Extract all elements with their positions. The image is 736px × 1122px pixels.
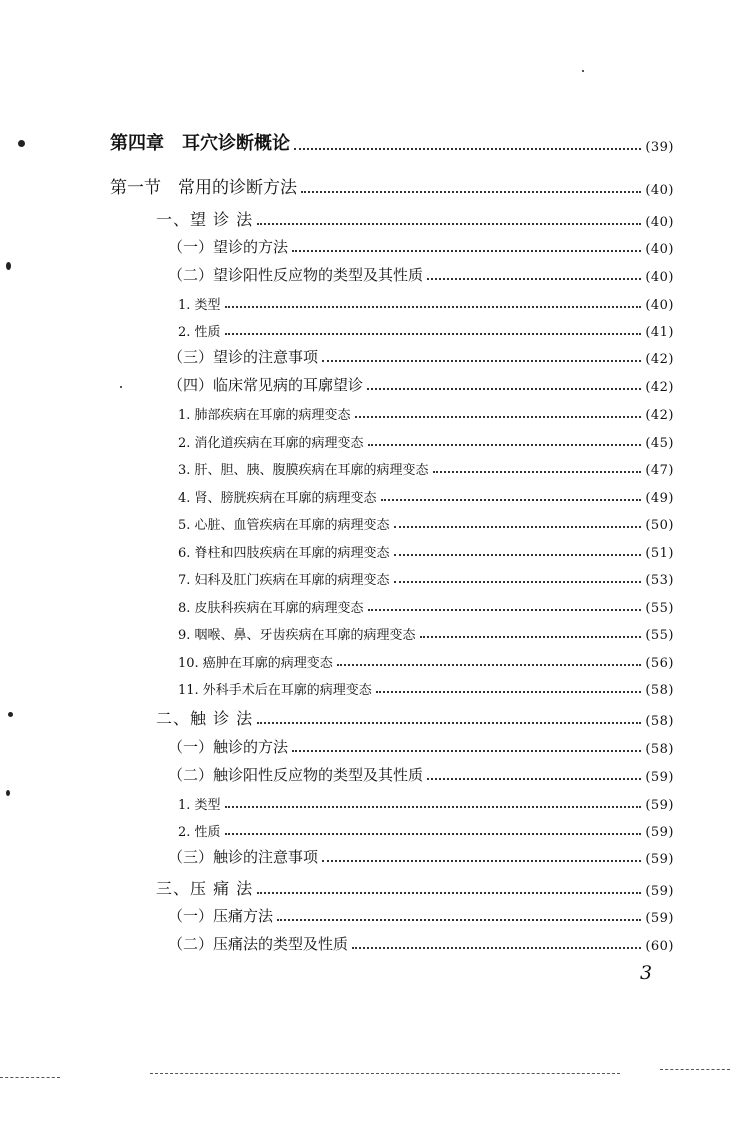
toc-entry-label: 2. 性质	[178, 825, 221, 840]
toc-entry-page: (40)	[645, 298, 674, 313]
toc-entry-label: 4. 肾、膀胱疾病在耳廓的病理变态	[178, 491, 377, 506]
toc-entry-label: 11. 外科手术后在耳廓的病理变态	[178, 683, 372, 698]
toc-entry-subitem[interactable]	[178, 537, 674, 561]
toc-entry-label: 6. 脊柱和四肢疾病在耳廓的病理变态	[178, 546, 390, 561]
toc-entry-subitem[interactable]	[178, 647, 674, 671]
toc-entry-label: （三）望诊的注意事项	[168, 348, 319, 366]
dot-leader	[337, 664, 642, 666]
toc-entry-page: (55)	[645, 628, 674, 643]
scan-rule	[0, 1076, 60, 1078]
toc-entry-label: 第四章 耳穴诊断概论	[110, 133, 290, 154]
dot-leader	[394, 526, 642, 528]
toc-entry-page: (60)	[645, 939, 674, 954]
toc-entry-page: (59)	[645, 798, 674, 813]
toc-entry-label: 1. 类型	[178, 798, 221, 813]
toc-entry-label: 9. 咽喉、鼻、牙齿疾病在耳廓的病理变态	[178, 628, 416, 643]
scan-rule	[150, 1072, 620, 1074]
toc-entry-subsection[interactable]	[156, 875, 674, 899]
dot-leader	[225, 306, 642, 308]
toc-entry-subitem[interactable]	[178, 619, 674, 643]
toc-entry-page: (45)	[645, 436, 674, 451]
toc-entry-item[interactable]	[168, 902, 674, 926]
scan-speck	[6, 262, 11, 270]
dot-leader	[322, 860, 641, 862]
toc-entry-label: 2. 性质	[178, 325, 221, 340]
toc-entry-subitem[interactable]	[178, 454, 674, 478]
toc-entry-subitem[interactable]	[178, 316, 674, 340]
dot-leader	[257, 223, 641, 225]
toc-entry-page: (42)	[645, 352, 674, 367]
toc-entry-subitem[interactable]	[178, 399, 674, 423]
toc-entry-label: （二）触诊阳性反应物的类型及其性质	[168, 766, 424, 784]
dot-leader	[257, 722, 641, 724]
dot-leader	[292, 250, 641, 252]
toc-entry-page: (59)	[645, 884, 674, 899]
toc-entry-item[interactable]	[168, 261, 674, 285]
toc-entry-item[interactable]	[168, 733, 674, 757]
toc-entry-label: 2. 消化道疾病在耳廓的病理变态	[178, 436, 364, 451]
toc-entry-label: （二）望诊阳性反应物的类型及其性质	[168, 266, 424, 284]
dot-leader	[322, 360, 641, 362]
toc-entry-item[interactable]	[168, 930, 674, 954]
toc-entry-section[interactable]	[110, 174, 674, 198]
dot-leader	[294, 148, 641, 150]
toc-entry-page: (59)	[645, 852, 674, 867]
toc-entry-label: 二、触 诊 法	[156, 709, 254, 728]
dot-leader	[433, 471, 642, 473]
dot-leader	[355, 416, 642, 418]
toc-entry-page: (58)	[645, 742, 674, 757]
toc-entry-page: (58)	[645, 714, 674, 729]
toc-entry-page: (51)	[645, 546, 674, 561]
toc-entry-subitem[interactable]	[178, 482, 674, 506]
toc-entry-label: 5. 心脏、血管疾病在耳廓的病理变态	[178, 518, 390, 533]
toc-entry-item[interactable]	[168, 233, 674, 257]
toc-entry-page: (59)	[645, 825, 674, 840]
toc-entry-subitem[interactable]	[178, 427, 674, 451]
dot-leader	[394, 581, 642, 583]
dot-leader	[381, 499, 642, 501]
toc-entry-label: 1. 肺部疾病在耳廓的病理变态	[178, 408, 351, 423]
toc-entry-item[interactable]	[168, 761, 674, 785]
toc-entry-label: 一、望 诊 法	[156, 210, 254, 229]
toc-entry-label: 1. 类型	[178, 298, 221, 313]
toc-entry-subitem[interactable]	[178, 674, 674, 698]
toc-entry-page: (40)	[645, 270, 674, 285]
toc-entry-label: 3. 肝、胆、胰、腹膜疾病在耳廓的病理变态	[178, 463, 429, 478]
scan-speck	[8, 712, 13, 717]
toc-entry-label: 7. 妇科及肛门疾病在耳廓的病理变态	[178, 573, 390, 588]
toc-entry-subitem[interactable]	[178, 509, 674, 533]
toc-entry-label: 10. 癌肿在耳廓的病理变态	[178, 656, 333, 671]
toc-entry-page: (59)	[645, 770, 674, 785]
toc-entry-label: （一）压痛方法	[168, 907, 274, 925]
toc-entry-page: (40)	[645, 215, 674, 230]
toc-entry-subitem[interactable]	[178, 789, 674, 813]
toc-entry-label: 三、压 痛 法	[156, 879, 254, 898]
toc-entry-label: （四）临床常见病的耳廓望诊	[168, 376, 364, 394]
toc-entry-page: (58)	[645, 683, 674, 698]
toc-entry-label: （二）压痛法的类型及性质	[168, 935, 349, 953]
toc-entry-page: (59)	[645, 911, 674, 926]
dot-leader	[420, 636, 642, 638]
toc-entry-label: 8. 皮肤科疾病在耳廓的病理变态	[178, 601, 364, 616]
toc-entry-subsection[interactable]	[156, 705, 674, 729]
dot-leader	[277, 919, 641, 921]
dot-leader	[427, 278, 641, 280]
toc-entry-page: (42)	[645, 380, 674, 395]
scan-rule	[660, 1068, 730, 1070]
toc-entry-label: 第一节 常用的诊断方法	[110, 178, 297, 198]
toc-entry-label: （一）触诊的方法	[168, 738, 289, 756]
toc-entry-page: (40)	[645, 183, 674, 198]
toc-entry-page: (56)	[645, 656, 674, 671]
toc-entry-subitem[interactable]	[178, 564, 674, 588]
toc-entry-subitem[interactable]	[178, 816, 674, 840]
toc-entry-label: （三）触诊的注意事项	[168, 848, 319, 866]
dot-leader	[367, 388, 641, 390]
toc-entry-item[interactable]	[168, 843, 674, 867]
toc-entry-item[interactable]	[168, 343, 674, 367]
toc-entry-page: (50)	[645, 518, 674, 533]
dot-leader	[225, 833, 642, 835]
toc-entry-page: (42)	[645, 408, 674, 423]
toc-entry-page: (53)	[645, 573, 674, 588]
toc-entry-page: (41)	[645, 325, 674, 340]
toc-entry-page: (39)	[645, 140, 674, 155]
toc-entry-page: (55)	[645, 601, 674, 616]
dot-leader	[376, 691, 642, 693]
toc-entry-subsection[interactable]	[156, 206, 674, 230]
dot-leader	[352, 947, 641, 949]
toc-entry-page: (49)	[645, 491, 674, 506]
toc-entry-chapter[interactable]	[110, 131, 674, 155]
scan-speck	[582, 70, 584, 72]
dot-leader	[427, 778, 641, 780]
dot-leader	[257, 892, 641, 894]
dot-leader	[368, 444, 642, 446]
toc-entry-label: （一）望诊的方法	[168, 238, 289, 256]
scan-speck	[6, 790, 10, 796]
scan-speck	[18, 140, 25, 147]
toc-entry-page: (40)	[645, 242, 674, 257]
toc-entry-page: (47)	[645, 463, 674, 478]
dot-leader	[292, 750, 641, 752]
scan-speck	[120, 386, 122, 388]
toc-entry-subitem[interactable]	[178, 592, 674, 616]
toc-entry-subitem[interactable]	[178, 289, 674, 313]
dot-leader	[225, 333, 642, 335]
dot-leader	[225, 806, 642, 808]
dot-leader	[394, 554, 642, 556]
page-number: 3	[640, 962, 653, 984]
toc-entry-item[interactable]	[168, 371, 674, 395]
dot-leader	[301, 191, 641, 193]
dot-leader	[368, 609, 642, 611]
